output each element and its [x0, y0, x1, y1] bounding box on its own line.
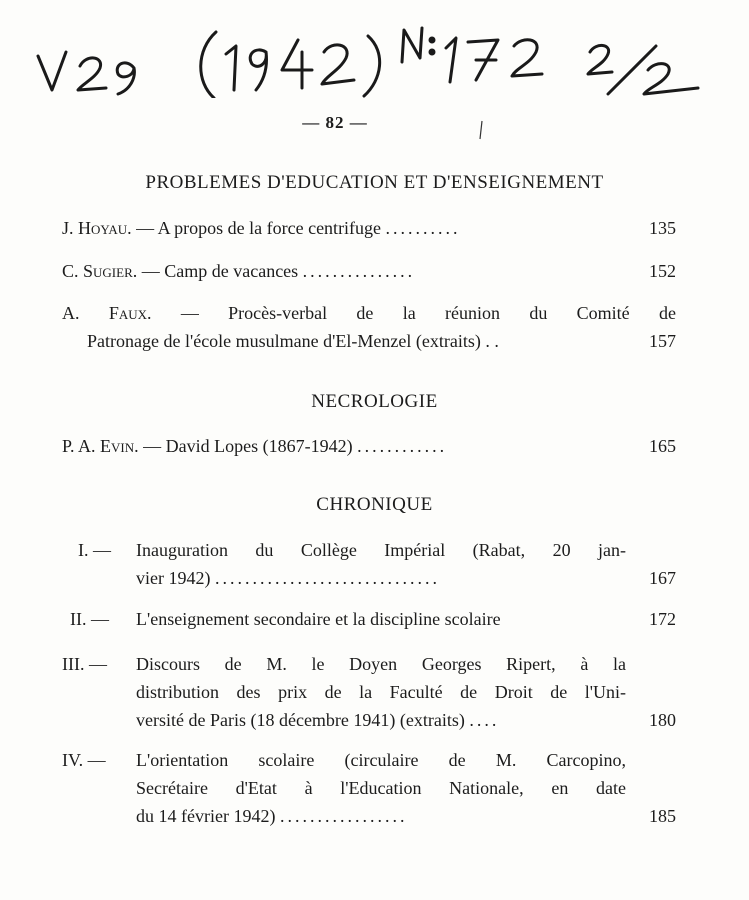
toc-entry[interactable] — [62, 299, 676, 355]
entry-author: J. Hoyau. — [62, 218, 132, 238]
leader-dots: .... — [469, 710, 500, 730]
entry-title-continued: distribution des prix de la Faculté de Droit de l'Uni- — [136, 682, 626, 702]
entry-title: — Camp de vacances — [141, 261, 299, 281]
entry-page-number: 165 — [649, 436, 676, 456]
toc-entry[interactable] — [58, 746, 676, 830]
entry-page-number: 167 — [649, 568, 676, 588]
section-title-chronique: CHRONIQUE — [316, 494, 433, 515]
stray-pen-mark — [478, 120, 484, 140]
toc-entry[interactable] — [62, 257, 676, 285]
entry-title: — David Lopes (1867-1942) — [143, 436, 353, 456]
entry-title-continued: Patronage de l'école musulmane d'El-Menzel (extraits) . . — [87, 331, 499, 351]
entry-title: — Procès-verbal de la réunion du Comité de — [180, 303, 676, 323]
leader-dots: .......... — [385, 218, 461, 238]
entry-page-number: 180 — [649, 710, 676, 730]
entry-title-continued: Secrétaire d'Etat à l'Education Nationale, en date — [136, 778, 626, 798]
entry-title: L'orientation scolaire (circulaire de M. Carcopino, — [136, 750, 626, 770]
entry-author: A. Faux. — [62, 303, 152, 323]
entry-author: P. A. Evin. — [62, 436, 139, 456]
leader-dots: ............... — [302, 261, 416, 281]
entry-title-continued: du 14 février 1942) — [136, 806, 276, 826]
entry-author: C. Sugier. — [62, 261, 138, 281]
handwritten-archive-note — [30, 18, 720, 98]
entry-title-continued: vier 1942) — [136, 568, 211, 588]
toc-entry[interactable] — [62, 214, 676, 242]
entry-page-number: 135 — [649, 218, 676, 238]
toc-entry[interactable] — [58, 536, 676, 592]
entry-title: Discours de M. le Doyen Georges Ripert, à la — [136, 654, 626, 674]
entry-page-number: 157 — [649, 331, 676, 351]
entry-numeral: II. — — [70, 609, 109, 629]
section-title-education: PROBLEMES D'EDUCATION ET D'ENSEIGNEMENT — [145, 172, 604, 193]
entry-title: L'enseignement secondaire et la discipline scolaire — [136, 609, 501, 629]
leader-dots: ................. — [279, 806, 408, 826]
entry-title: Inauguration du Collège Impérial (Rabat, 20 jan- — [136, 540, 626, 560]
entry-numeral: III. — — [62, 654, 107, 674]
entry-page-number: 152 — [649, 261, 676, 281]
leader-dots: .............................. — [214, 568, 440, 588]
entry-page-number: 185 — [649, 806, 676, 826]
entry-page-number: 172 — [649, 609, 676, 629]
leader-dots: ............ — [357, 436, 448, 456]
section-title-necrologie: NECROLOGIE — [311, 391, 438, 412]
entry-numeral: I. — — [78, 540, 111, 560]
page-number: — 82 — — [302, 113, 368, 132]
entry-title: — A propos de la force centrifuge — [136, 218, 382, 238]
toc-entry[interactable] — [58, 650, 676, 734]
entry-numeral: IV. — — [62, 750, 106, 770]
entry-title-continued: versité de Paris (18 décembre 1941) (extraits) — [136, 710, 465, 730]
toc-entry[interactable] — [58, 605, 676, 633]
toc-entry[interactable] — [62, 432, 676, 460]
